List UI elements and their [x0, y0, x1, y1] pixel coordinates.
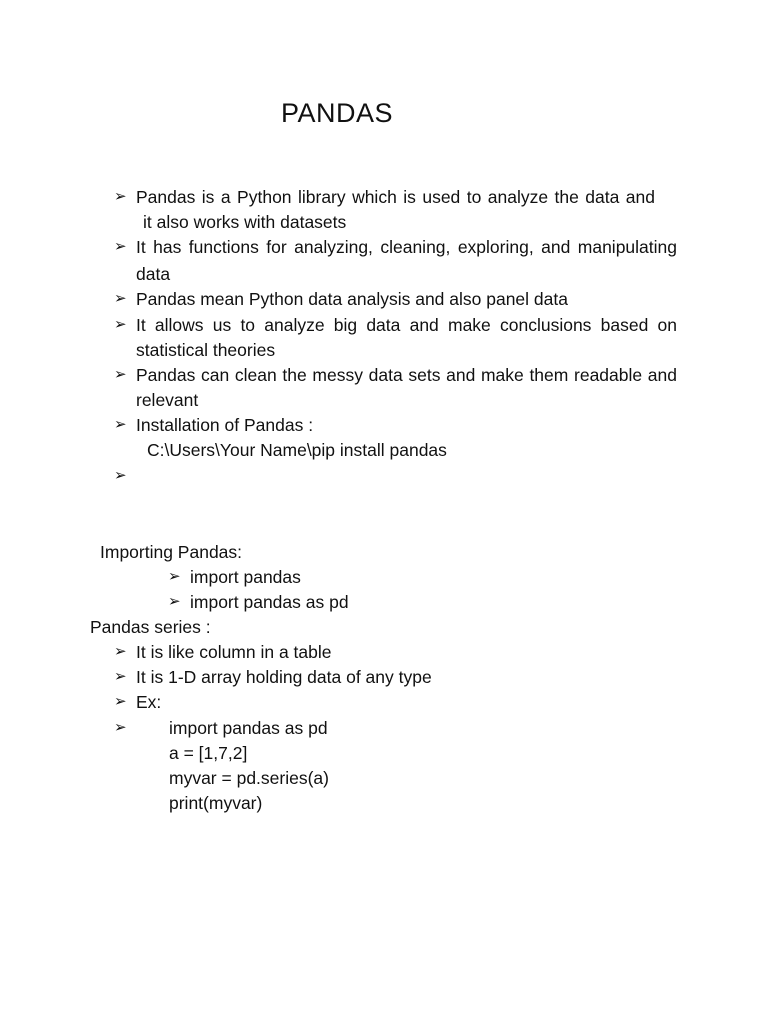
list-item-text: data	[136, 264, 171, 284]
list-item-text: Ex:	[136, 692, 162, 712]
code-line: a = [1,7,2]	[169, 743, 248, 763]
list-item-text: C:\Users\Your Name\pip install pandas	[147, 440, 447, 460]
list-item-text: Pandas mean Python data analysis and also panel data	[136, 289, 568, 309]
bullet-arrow-icon: ➢	[114, 693, 127, 710]
list-item-text: It is like column in a table	[136, 642, 332, 662]
bullet-arrow-icon: ➢	[114, 719, 127, 736]
bullet-arrow-icon: ➢	[114, 416, 127, 433]
bullet-arrow-icon: ➢	[168, 593, 181, 610]
bullet-arrow-icon: ➢	[114, 643, 127, 660]
list-item-text: It has functions for analyzing, cleaning, exploring, and manipulating	[136, 237, 677, 257]
code-line: print(myvar)	[169, 793, 263, 813]
list-item-text: import pandas as pd	[190, 592, 349, 612]
list-item-text: relevant	[136, 390, 199, 410]
list-item-text: Pandas can clean the messy data sets and make them readable and	[136, 365, 677, 385]
bullet-arrow-icon: ➢	[114, 467, 127, 484]
bullet-arrow-icon: ➢	[114, 188, 127, 205]
bullet-arrow-icon: ➢	[114, 366, 127, 383]
bullet-arrow-icon: ➢	[114, 316, 127, 333]
section-heading: Importing Pandas:	[100, 542, 243, 562]
bullet-arrow-icon: ➢	[114, 290, 127, 307]
list-item-text: Installation of Pandas :	[136, 415, 314, 435]
bullet-arrow-icon: ➢	[114, 668, 127, 685]
list-item-text: import pandas	[190, 567, 301, 587]
bullet-arrow-icon: ➢	[114, 238, 127, 255]
section-heading: Pandas series :	[90, 617, 211, 637]
list-item-text: It allows us to analyze big data and make conclusions based on	[136, 315, 677, 335]
list-item-text: Pandas is a Python library which is used to analyze the data and	[136, 187, 655, 207]
list-item-text: statistical theories	[136, 340, 276, 360]
list-item-text: It is 1-D array holding data of any type	[136, 667, 432, 687]
bullet-arrow-icon: ➢	[168, 568, 181, 585]
page-title: PANDAS	[281, 98, 394, 128]
list-item-text: it also works with datasets	[143, 212, 347, 232]
code-line: import pandas as pd	[169, 718, 328, 738]
code-line: myvar = pd.series(a)	[169, 768, 329, 788]
